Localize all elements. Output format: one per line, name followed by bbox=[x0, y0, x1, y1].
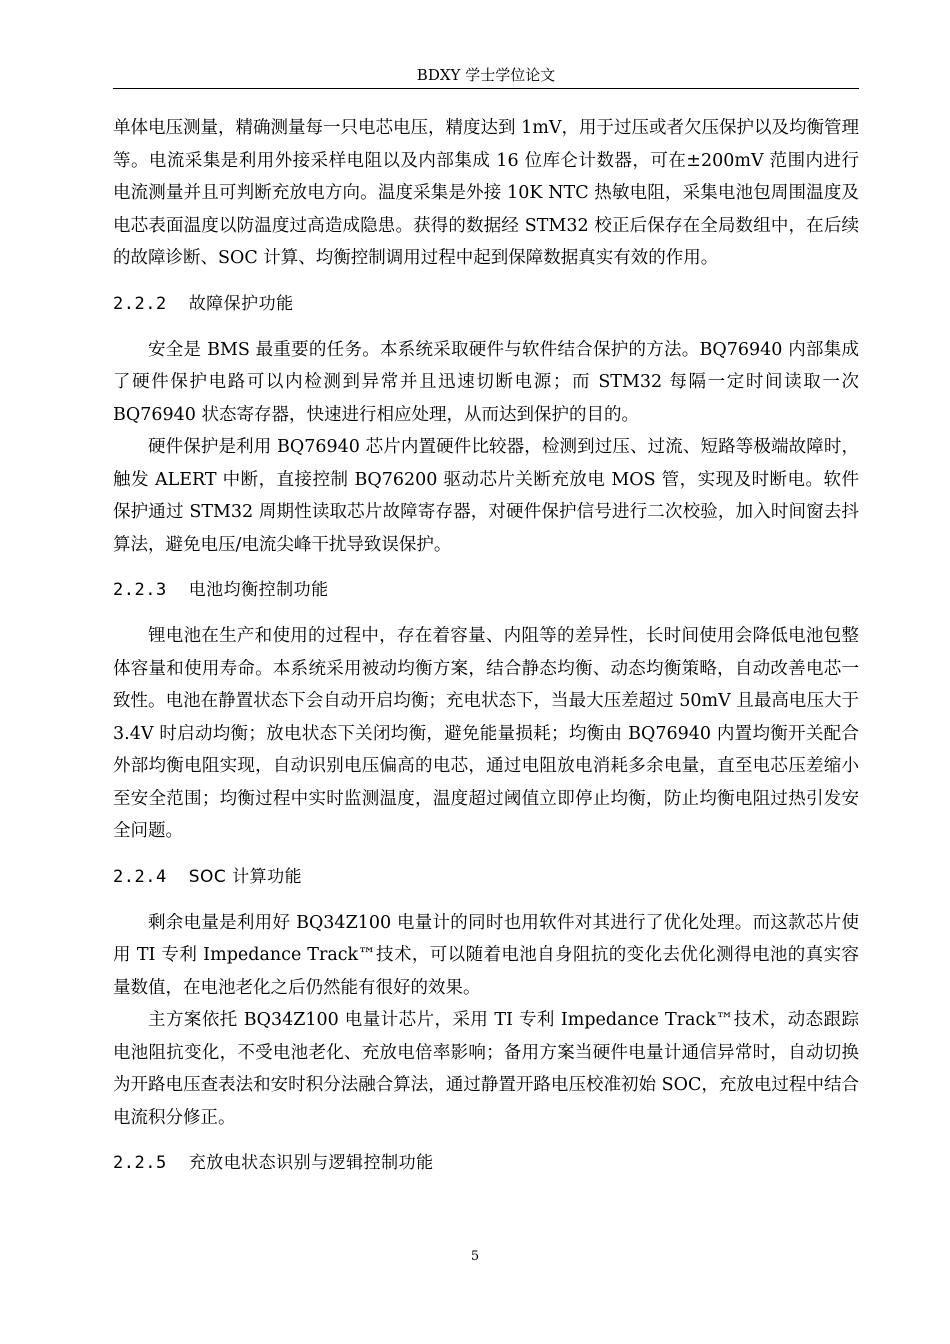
page-number: 5 bbox=[470, 1249, 480, 1264]
section-title: SOC 计算功能 bbox=[188, 866, 303, 887]
body-paragraph: 硬件保护是利用 BQ76940 芯片内置硬件比较器，检测到过压、过流、短路等极端故障时，触发 ALERT 中断，直接控制 BQ76200 驱动芯片关断充放电 MOS 管，实现及时断电。软件保护通过 STM32 周期性读取芯片故障寄存器，对硬件保护信号进行二次校验，加入时间窗去抖算法，避免电压/电流尖峰干扰导致误保护。 bbox=[113, 437, 859, 555]
section-number: 2.2.3 bbox=[113, 580, 167, 600]
page-body bbox=[113, 112, 859, 1193]
body-paragraph: 主方案依托 BQ34Z100 电量计芯片，采用 TI 专利 Impedance Track™技术，动态跟踪电池阻抗变化，不受电池老化、充放电倍率影响；备用方案当硬件电量计通信异常时，自动切换为开路电压查表法和安时积分法融合算法，通过静置开路电压校准初始 SOC，充放电过程中结合电流积分修正。 bbox=[113, 1010, 859, 1128]
body-paragraph: 安全是 BMS 最重要的任务。本系统采取硬件与软件结合保护的方法。BQ76940 内部集成了硬件保护电路可以内检测到异常并且迅速切断电源；而 STM32 每隔一定时间读取一次 BQ76940 状态寄存器，快速进行相应处理，从而达到保护的目的。 bbox=[113, 339, 859, 425]
section-number: 2.2.5 bbox=[113, 1153, 167, 1173]
section-heading-2-2-5 bbox=[113, 1134, 859, 1193]
body-paragraph: 锂电池在生产和使用的过程中，存在着容量、内阻等的差异性，长时间使用会降低电池包整体容量和使用寿命。本系统采用被动均衡方案，结合静态均衡、动态均衡策略，自动改善电芯一致性。电池在静置状态下会自动开启均衡；充电状态下，当最大压差超过 50mV 且最高电压大于 3.4V 时启动均衡；放电状态下关闭均衡，避免能量损耗；均衡由 BQ76940 内置均衡开关配合外部均衡电阻实现，自动识别电压偏高的电芯，通过电阻放电消耗多余电量，直至电芯压差缩小至安全范围；均衡过程中实时监测温度，温度超过阈值立即停止均衡，防止均衡电阻过热引发安全问题。 bbox=[113, 626, 859, 841]
section-heading-2-2-2 bbox=[113, 275, 859, 334]
body-paragraph: 剩余电量是利用好 BQ34Z100 电量计的同时也用软件对其进行了优化处理。而这款芯片使用 TI 专利 Impedance Track™技术，可以随着电池自身阻抗的变化去优化测得电池的真实容量数值，在电池老化之后仍然能有很好的效果。 bbox=[113, 912, 859, 998]
section-title: 故障保护功能 bbox=[188, 293, 294, 314]
section-number: 2.2.4 bbox=[113, 866, 167, 887]
section-title: 充放电状态识别与逻辑控制功能 bbox=[188, 1153, 434, 1173]
running-header: BDXY 学士学位论文 bbox=[416, 66, 556, 84]
section-number: 2.2.2 bbox=[113, 293, 167, 314]
intro-paragraph: 单体电压测量，精确测量每一只电芯电压，精度达到 1mV，用于过压或者欠压保护以及均衡管理等。电流采集是利用外接采样电阻以及内部集成 16 位库仑计数器，可在±200mV 范围内进行电流测量并且可判断充放电方向。温度采集是外接 10K NTC 热敏电阻，采集电池包周围温度及电芯表面温度以防温度过高造成隐患。获得的数据经 STM32 校正后保存在全局数组中，在后续的故障诊断、SOC 计算、均衡控制调用过程中起到保障数据真实有效的作用。 bbox=[113, 118, 859, 268]
section-heading-2-2-4 bbox=[113, 848, 859, 907]
section-heading-2-2-3 bbox=[113, 561, 859, 620]
header-rule bbox=[113, 88, 859, 89]
section-title: 电池均衡控制功能 bbox=[188, 580, 329, 600]
